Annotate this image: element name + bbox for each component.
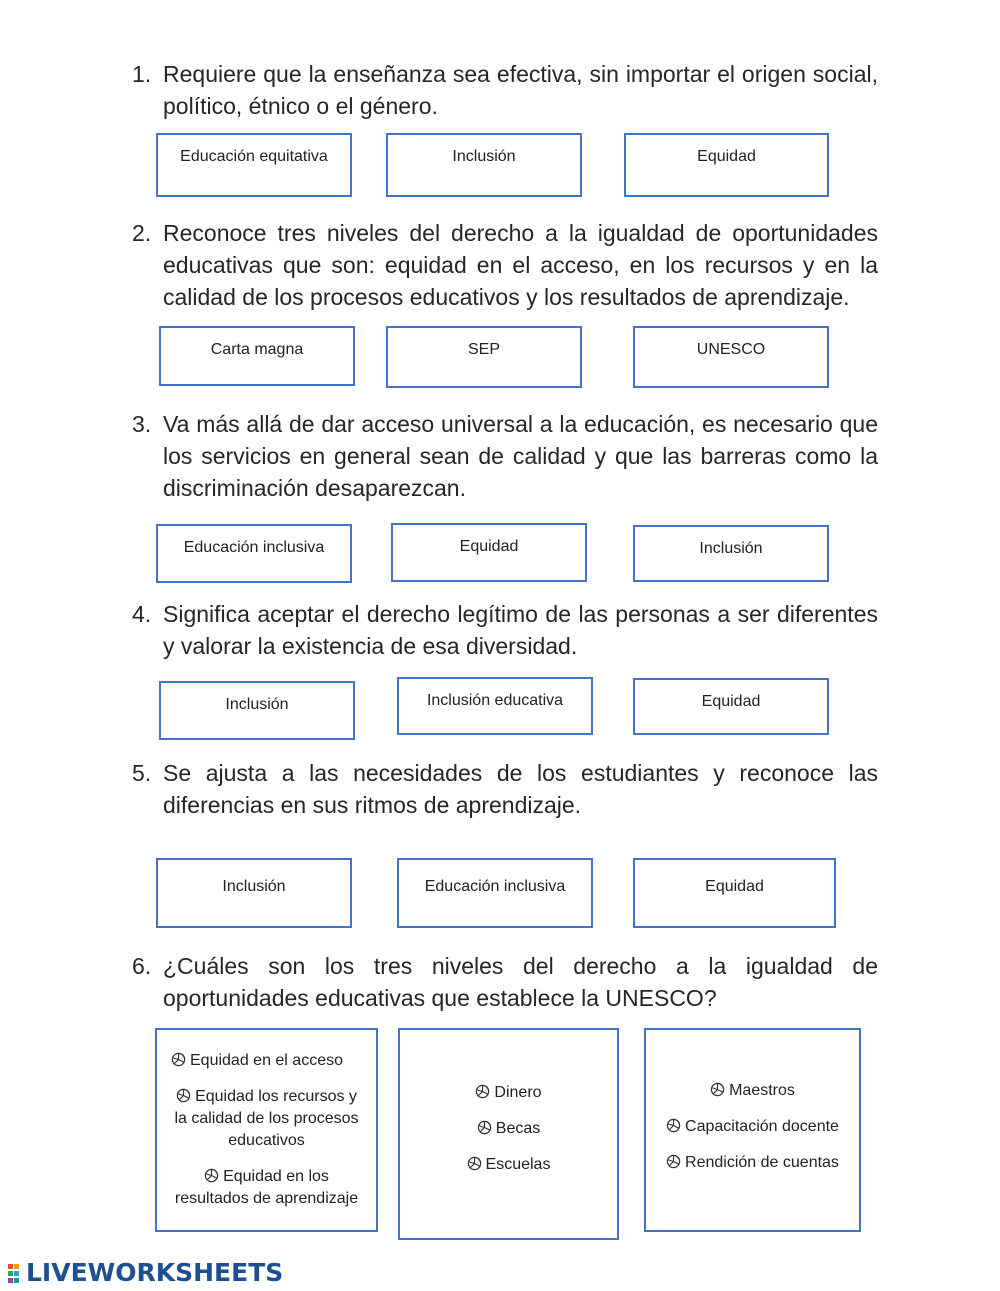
list-item — [410, 1154, 607, 1176]
question-number: 6. — [132, 953, 152, 979]
q1-option-3[interactable]: Equidad — [624, 133, 829, 197]
question-number: 1. — [132, 61, 152, 87]
list-item-text: Equidad en el acceso — [190, 1052, 343, 1069]
q1-option-2[interactable]: Inclusión — [386, 133, 582, 197]
q2-option-2[interactable]: SEP — [386, 326, 582, 388]
question-text: Requiere que la enseñanza sea efectiva, sin importar el origen social, político, étnico o el género. — [163, 61, 878, 119]
question-text: Va más allá de dar acceso universal a la educación, es necesario que los servicios en general sean de calidad y que las barreras como la discriminación desaparezcan. — [163, 411, 878, 501]
list-item — [410, 1082, 607, 1104]
question-text: Significa aceptar el derecho legítimo de las personas a ser diferentes y valorar la existencia de esa diversidad. — [163, 601, 878, 659]
q4-option-2[interactable]: Inclusión educativa — [397, 677, 593, 735]
q2-option-1[interactable]: Carta magna — [159, 326, 355, 386]
liveworksheets-logo-icon — [8, 1262, 28, 1286]
list-item — [654, 1152, 851, 1174]
question-text: Se ajusta a las necesidades de los estudiantes y reconoce las diferencias en sus ritmos de aprendizaje. — [163, 760, 878, 818]
list-item-text: Equidad en los resultados de aprendizaje — [174, 1168, 359, 1207]
list-item-text: Rendición de cuentas — [685, 1154, 839, 1171]
question-number: 2. — [132, 220, 152, 246]
spiral-icon — [176, 1088, 191, 1103]
spiral-icon — [666, 1154, 681, 1169]
q6-option-2[interactable] — [398, 1028, 619, 1240]
list-item — [169, 1050, 364, 1072]
spiral-icon — [204, 1168, 219, 1183]
spiral-icon — [475, 1084, 490, 1099]
spiral-icon — [666, 1118, 681, 1133]
q2-option-3[interactable]: UNESCO — [633, 326, 829, 388]
q1-option-1[interactable]: Educación equitativa — [156, 133, 352, 197]
question-number: 3. — [132, 411, 152, 437]
question-number: 5. — [132, 760, 152, 786]
list-item-text: Capacitación docente — [685, 1118, 839, 1135]
spiral-icon — [171, 1052, 186, 1067]
question-5 — [132, 757, 878, 821]
list-item — [654, 1116, 851, 1138]
list-item-text: Maestros — [729, 1082, 795, 1099]
q5-option-2[interactable]: Educación inclusiva — [397, 858, 593, 928]
spiral-icon — [477, 1120, 492, 1135]
q6-option-3[interactable] — [644, 1028, 861, 1232]
question-6 — [132, 950, 878, 1014]
list-item — [169, 1166, 364, 1210]
q3-option-3[interactable]: Inclusión — [633, 525, 829, 582]
q5-option-1[interactable]: Inclusión — [156, 858, 352, 928]
list-item — [654, 1080, 851, 1102]
question-1 — [132, 58, 878, 122]
question-text: Reconoce tres niveles del derecho a la igualdad de oportunidades educativas que son: equidad en el acceso, en los recursos y en la calidad de los procesos educativos y los resultados de aprendizaje. — [163, 220, 878, 310]
q4-option-1[interactable]: Inclusión — [159, 681, 355, 740]
list-item-text: Equidad los recursos y la calidad de los procesos educativos — [174, 1088, 359, 1149]
liveworksheets-logo: LIVEWORKSHEETS — [26, 1258, 284, 1287]
q3-option-2[interactable]: Equidad — [391, 523, 587, 582]
q5-option-3[interactable]: Equidad — [633, 858, 836, 928]
list-item-text: Dinero — [494, 1084, 542, 1101]
question-3 — [132, 408, 878, 504]
list-item-text: Becas — [495, 1120, 541, 1137]
spiral-icon — [467, 1156, 482, 1171]
list-item-text: Escuelas — [485, 1156, 551, 1173]
spiral-icon — [710, 1082, 725, 1097]
question-2 — [132, 217, 878, 313]
question-4 — [132, 598, 878, 662]
q6-option-1[interactable] — [155, 1028, 378, 1232]
question-text: ¿Cuáles son los tres niveles del derecho a la igualdad de oportunidades educativas que establece la UNESCO? — [163, 953, 878, 1011]
list-item — [410, 1118, 607, 1140]
q3-option-1[interactable]: Educación inclusiva — [156, 524, 352, 583]
question-number: 4. — [132, 601, 152, 627]
q4-option-3[interactable]: Equidad — [633, 678, 829, 735]
list-item — [169, 1086, 364, 1152]
